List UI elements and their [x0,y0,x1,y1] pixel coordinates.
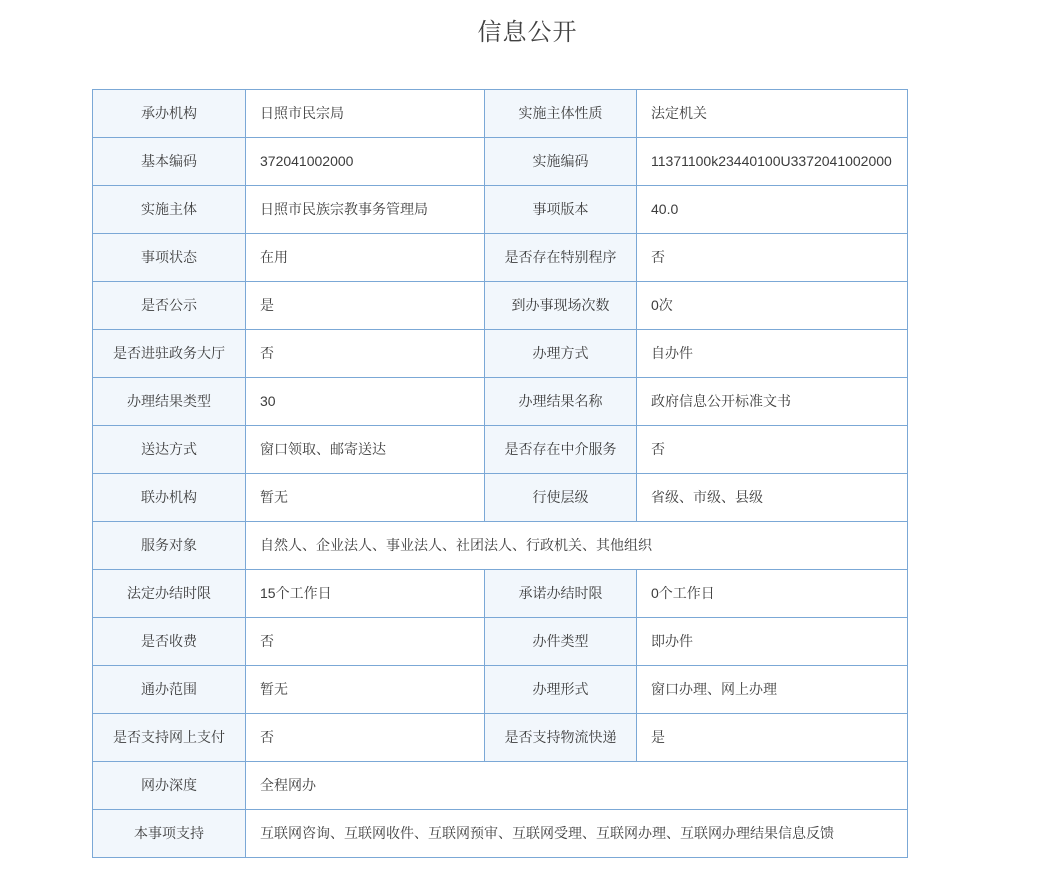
field-label: 实施编码 [485,138,637,186]
field-label: 是否收费 [93,618,246,666]
field-label: 是否进驻政务大厅 [93,330,246,378]
field-value: 互联网咨询、互联网收件、互联网预审、互联网受理、互联网办理、互联网办理结果信息反馈 [246,810,908,858]
field-label: 办理方式 [485,330,637,378]
field-value: 是 [246,282,485,330]
field-label: 办理形式 [485,666,637,714]
table-row [93,618,908,666]
table-row [93,234,908,282]
table-row [93,330,908,378]
table-row [93,474,908,522]
field-value: 省级、市级、县级 [637,474,908,522]
field-label: 事项状态 [93,234,246,282]
field-value: 法定机关 [637,90,908,138]
field-label: 承诺办结时限 [485,570,637,618]
field-value: 是 [637,714,908,762]
field-label: 是否支持网上支付 [93,714,246,762]
field-label: 行使层级 [485,474,637,522]
field-value: 即办件 [637,618,908,666]
field-label: 联办机构 [93,474,246,522]
field-label: 实施主体性质 [485,90,637,138]
field-label: 网办深度 [93,762,246,810]
field-label: 服务对象 [93,522,246,570]
field-label: 通办范围 [93,666,246,714]
field-value: 372041002000 [246,138,485,186]
table-row [93,762,908,810]
field-value: 窗口办理、网上办理 [637,666,908,714]
field-value: 日照市民宗局 [246,90,485,138]
table-row [93,666,908,714]
table-row [93,522,908,570]
table-row [93,714,908,762]
field-value: 政府信息公开标准文书 [637,378,908,426]
field-value: 0个工作日 [637,570,908,618]
field-label: 是否存在中介服务 [485,426,637,474]
field-value: 自办件 [637,330,908,378]
table-row [93,186,908,234]
field-label: 办理结果类型 [93,378,246,426]
field-label: 是否公示 [93,282,246,330]
field-value: 0次 [637,282,908,330]
field-value: 否 [246,618,485,666]
field-value: 日照市民族宗教事务管理局 [246,186,485,234]
field-value: 自然人、企业法人、事业法人、社团法人、行政机关、其他组织 [246,522,908,570]
field-label: 实施主体 [93,186,246,234]
table-row [93,90,908,138]
field-value: 窗口领取、邮寄送达 [246,426,485,474]
table-row [93,138,908,186]
info-table-body [93,90,908,858]
field-label: 到办事现场次数 [485,282,637,330]
field-value: 15个工作日 [246,570,485,618]
field-label: 送达方式 [93,426,246,474]
field-label: 办理结果名称 [485,378,637,426]
field-value: 否 [637,234,908,282]
field-label: 承办机构 [93,90,246,138]
field-value: 40.0 [637,186,908,234]
info-table [92,89,908,858]
table-row [93,570,908,618]
table-row [93,810,908,858]
field-value: 11371100k23440100U3372041002000 [637,138,908,186]
table-row [93,426,908,474]
field-label: 法定办结时限 [93,570,246,618]
field-label: 事项版本 [485,186,637,234]
field-value: 暂无 [246,474,485,522]
field-label: 是否支持物流快递 [485,714,637,762]
field-value: 暂无 [246,666,485,714]
field-value: 在用 [246,234,485,282]
field-value: 否 [246,330,485,378]
field-label: 是否存在特别程序 [485,234,637,282]
field-value: 否 [246,714,485,762]
page-title: 信息公开 [477,19,578,46]
field-label: 办件类型 [485,618,637,666]
table-row [93,378,908,426]
table-row [93,282,908,330]
field-label: 基本编码 [93,138,246,186]
field-value: 30 [246,378,485,426]
field-value: 否 [637,426,908,474]
field-value: 全程网办 [246,762,908,810]
field-label: 本事项支持 [93,810,246,858]
